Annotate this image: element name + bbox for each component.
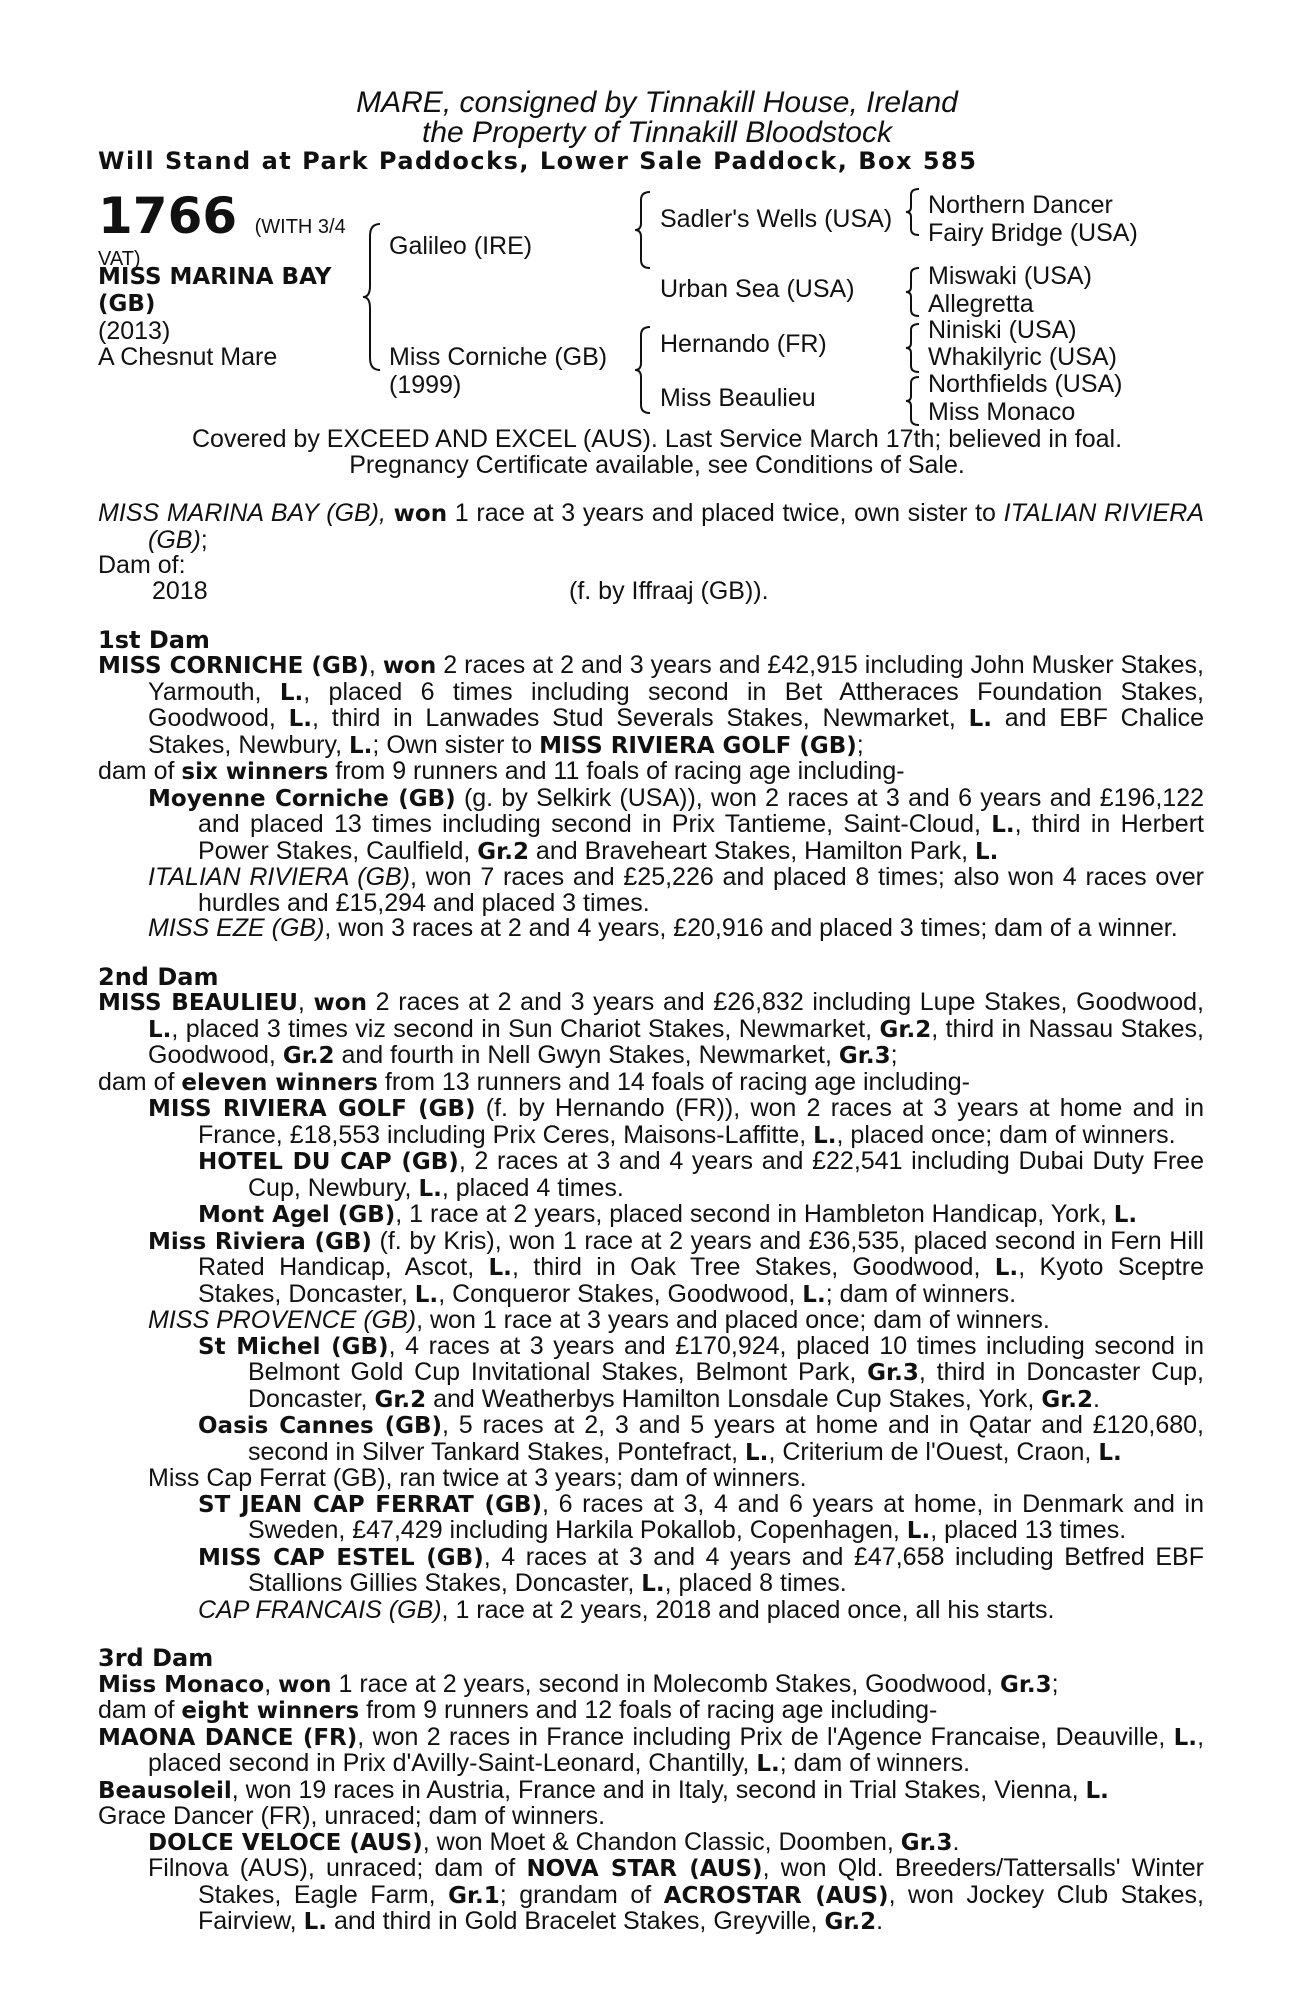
second-dam-runner: Miss Riviera (GB) (f. by Kris), won 1 race at 2 years and £36,535, placed second in Fern Hill Rated Handicap, Ascot, L., third in Oak Tree Stakes, Goodwood, L., Kyoto Sceptre Stakes, Doncaster, L., Conqueror Stakes, Goodwood, L.; dam of winners. <box>148 1226 1204 1308</box>
pedigree-dss: Niniski (USA) <box>928 316 1077 344</box>
lot-vat-note: (WITH 3/4 <box>254 216 346 238</box>
third-dam-heading: 3rd Dam <box>98 1644 214 1672</box>
lot-number-block <box>98 187 346 253</box>
second-dam-runner: MISS RIVIERA GOLF (GB) (f. by Hernando (FR)), won 2 races at 3 years at home and in France, £18,553 including Prix Ceres, Maisons-Laffitte, L., placed once; dam of winners. <box>148 1094 1204 1149</box>
second-dam-grandchild: CAP FRANCAIS (GB), 1 race at 2 years, 2018 and placed once, all his starts. <box>198 1595 1055 1624</box>
first-dam-heading: 1st Dam <box>98 625 210 654</box>
second-dam-paragraph: MISS BEAULIEU, won 2 races at 2 and 3 years and £26,832 including Lupe Stakes, Goodwood, L., placed 3 times viz second in Sun Chariot Stakes, Newmarket, Gr.2, third in Nassau Stakes, Goodwood, Gr.2 and fourth in Nell Gwyn Stakes, Newmarket, Gr.3; <box>98 988 1204 1069</box>
consignor-line: MARE, consigned by Tinnakill House, Ireland <box>356 86 958 119</box>
pedigree-brace-dam <box>632 325 654 415</box>
first-dam-runner: ITALIAN RIVIERA (GB), won 7 races and £25,226 and placed 8 times; also won 4 races over hurdles and £15,294 and placed 3 times. <box>148 863 1204 917</box>
pedigree-dds: Northfields (USA) <box>928 370 1123 398</box>
covered-line: Covered by EXCEED AND EXCEL (AUS). Last Service March 17th; believed in foal. <box>191 425 1123 453</box>
pedigree-sss: Northern Dancer <box>928 191 1113 219</box>
pedigree-ss: Sadler's Wells (USA) <box>660 205 893 233</box>
second-dam-heading: 2nd Dam <box>98 962 219 991</box>
first-dam-summary: dam of six winners from 9 runners and 11 foals of racing age including- <box>98 757 905 785</box>
horse-year: (2013) <box>98 317 171 345</box>
second-dam-runner: Miss Cap Ferrat (GB), ran twice at 3 years; dam of winners. <box>148 1464 807 1492</box>
pedigree-dsd: Whakilyric (USA) <box>928 343 1117 371</box>
third-dam-paragraph: Miss Monaco, won 1 race at 2 years, second in Molecomb Stakes, Goodwood, Gr.3; <box>98 1669 1059 1698</box>
pedigree-sire: Galileo (IRE) <box>389 232 533 260</box>
first-dam-paragraph: MISS CORNICHE (GB), won 2 races at 2 and 3 years and £42,915 including John Musker Stakes, Yarmouth, L., placed 6 times including second in Bet Attheraces Foundation Stakes, Goodwood, L., third in Lanwades Stud Severals Stakes, Newmarket, L. and EBF Chalice Stakes, Newbury, L.; Own sister to MISS RIVIERA GOLF (GB); <box>98 651 1204 759</box>
third-dam-grandchild: Filnova (AUS), unraced; dam of NOVA STAR (AUS), won Qld. Breeders/Tattersalls' Winter Stakes, Eagle Farm, Gr.1; grandam of ACROSTAR (AUS), won Jockey Club Stakes, Fairview, L. and third in Gold Bracelet Stakes, Greyville, Gr.2. <box>148 1854 1205 1935</box>
third-dam-grandchild: DOLCE VELOCE (AUS), won Moet & Chandon Classic, Doomben, Gr.3. <box>148 1827 960 1856</box>
first-dam-runner: Moyenne Corniche (GB) (g. by Selkirk (USA)), won 2 races at 3 and 6 years and £196,122 and placed 13 times including second in Prix Tantieme, Saint-Cloud, L., third in Herbert Power Stakes, Caulfield, Gr.2 and Braveheart Stakes, Hamilton Park, L. <box>148 783 1204 865</box>
third-dam-runner: Beausoleil, won 19 races in Austria, France and in Italy, second in Trial Stakes, Vienna, L. <box>98 1775 1109 1804</box>
horse-country: (GB) <box>98 291 156 317</box>
second-dam-grandchild: ST JEAN CAP FERRAT (GB), 6 races at 3, 4 and 6 years at home, in Denmark and in Sweden, £47,429 including Harkila Pokallob, Copenhagen, L., placed 13 times. <box>198 1489 1205 1544</box>
second-dam-grandchild: St Michel (GB), 4 races at 3 years and £170,924, placed 10 times including second in Belmont Gold Cup Invitational Stakes, Belmont Park, Gr.3, third in Doncaster Cup, Doncaster, Gr.2 and Weatherbys Hamilton Lonsdale Cup Stakes, York, Gr.2. <box>198 1331 1204 1413</box>
pedigree-dam: Miss Corniche (GB) <box>389 343 608 371</box>
produce-record: 2018 (f. by Iffraaj (GB)). <box>152 576 769 605</box>
pedigree-sds: Miswaki (USA) <box>928 262 1092 290</box>
pedigree-brace-dd <box>903 375 923 427</box>
catalogue-body <box>98 501 1204 1936</box>
third-dam-summary: dam of eight winners from 9 runners and 12 foals of racing age including- <box>98 1696 938 1724</box>
third-dam-runner: MAONA DANCE (FR), won 2 races in France including Prix de l'Agence Francaise, Deauville, L., placed second in Prix d'Avilly-Saint-Leonard, Chantilly, L.; dam of winners. <box>98 1722 1205 1777</box>
third-dam-runner: Grace Dancer (FR), unraced; dam of winners. <box>98 1802 606 1830</box>
second-dam-grandchild: Mont Agel (GB), 1 race at 2 years, placed second in Hambleton Handicap, York, L. <box>198 1200 1138 1228</box>
horse-name: MISS MARINA BAY <box>98 264 332 290</box>
intro-paragraph: MISS MARINA BAY (GB), won 1 race at 3 years and placed twice, own sister to ITALIAN RIVIERA (GB); <box>98 499 1204 554</box>
pedigree-sd: Urban Sea (USA) <box>660 275 855 303</box>
second-dam-grandchild: Oasis Cannes (GB), 5 races at 2, 3 and 5 years at home and in Qatar and £120,680, second in Silver Tankard Stakes, Pontefract, L., Criterium de l'Ouest, Craon, L. <box>198 1411 1204 1466</box>
pedigree-dd: Miss Beaulieu <box>660 384 816 412</box>
second-dam-summary: dam of eleven winners from 13 runners and 14 foals of racing age including- <box>98 1067 970 1096</box>
property-line: the Property of Tinnakill Bloodstock <box>422 116 892 149</box>
lot-vat-note-2: VAT) <box>98 248 141 270</box>
pedigree-brace-ss <box>903 187 923 237</box>
second-dam-grandchild: HOTEL DU CAP (GB), 2 races at 3 and 4 years and £22,541 including Dubai Duty Free Cup, Newbury, L., placed 4 times. <box>198 1147 1204 1202</box>
pedigree-ssd: Fairy Bridge (USA) <box>928 219 1138 247</box>
first-dam-runner: MISS EZE (GB), won 3 races at 2 and 4 years, £20,916 and placed 3 times; dam of a winner. <box>148 914 1178 942</box>
horse-description: A Chesnut Mare <box>98 343 278 371</box>
pedigree-brace-sire <box>632 190 654 270</box>
pedigree-ddd: Miss Monaco <box>928 398 1076 426</box>
dam-of-label: Dam of: <box>98 551 186 579</box>
second-dam-runner: MISS PROVENCE (GB), won 1 race at 3 years and placed once; dam of winners. <box>148 1306 1050 1334</box>
pedigree-brace-ds <box>903 322 923 374</box>
pedigree-brace-main <box>360 222 384 372</box>
pregnancy-line: Pregnancy Certificate available, see Conditions of Sale. <box>349 451 965 479</box>
pedigree-brace-sd <box>903 266 923 318</box>
stand-location: Will Stand at Park Paddocks, Lower Sale Paddock, Box 585 <box>98 147 978 175</box>
pedigree-ds: Hernando (FR) <box>660 330 827 358</box>
pedigree-sdd: Allegretta <box>928 290 1034 318</box>
lot-number: 1766 <box>98 187 238 245</box>
second-dam-grandchild: MISS CAP ESTEL (GB), 4 races at 3 and 4 years and £47,658 including Betfred EBF Stallions Gillies Stakes, Doncaster, L., placed 8 times. <box>198 1542 1204 1597</box>
pedigree-dam-year: (1999) <box>389 371 462 399</box>
